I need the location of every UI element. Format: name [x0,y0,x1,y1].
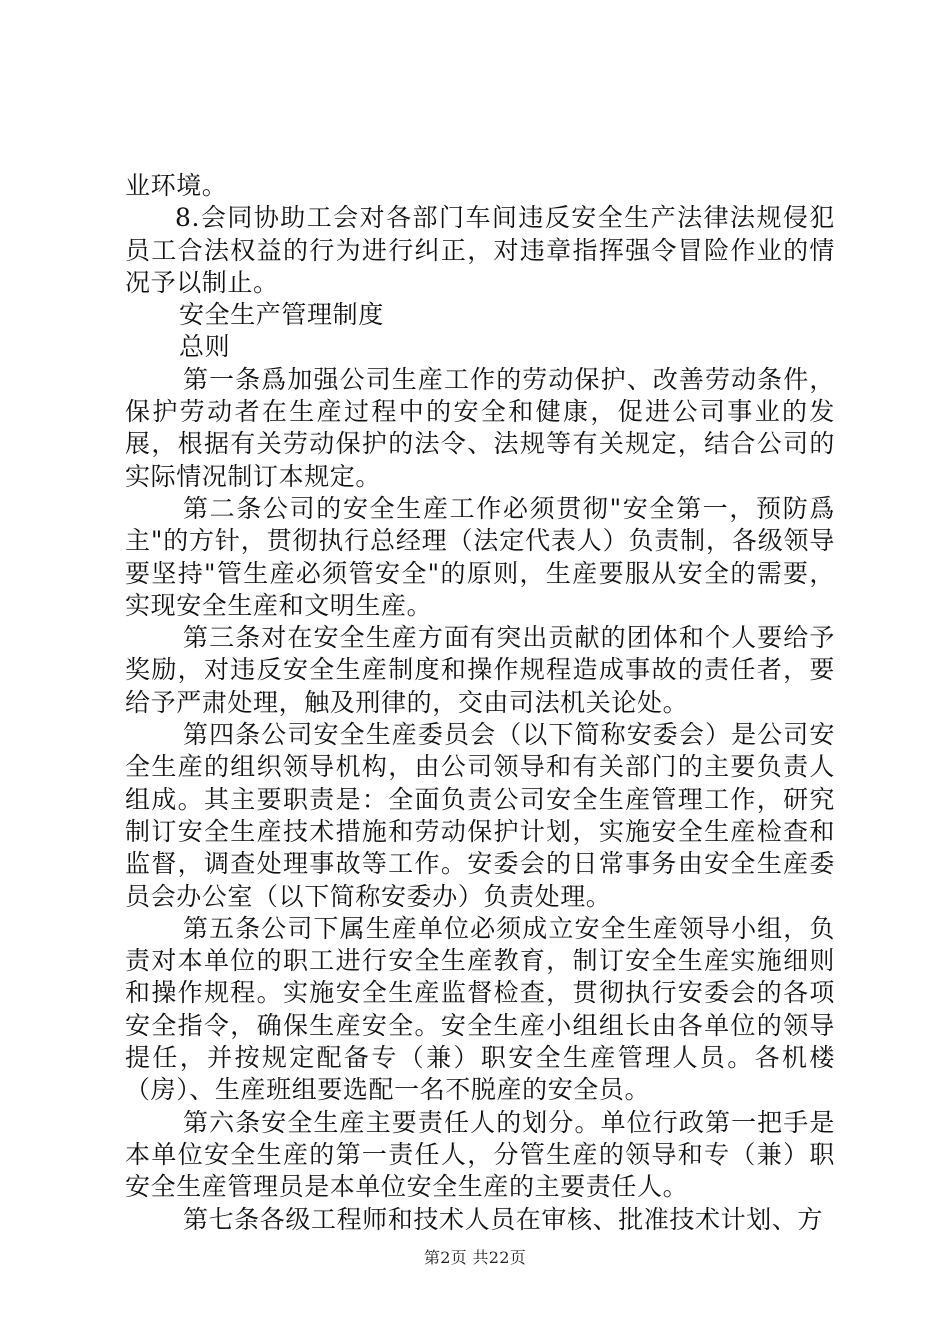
article-3: 第三条对在安全生産方面有突出贡献的团体和个人要给予奖励，对违反安全生産制度和操作规程造成事故的责任者，要给予严肃处理，触及刑律的，交由司法机关论处。 [125,623,835,717]
chapter-title: 总则 [179,332,231,362]
article-1: 第一条爲加强公司生産工作的劳动保护、改善劳动条件，保护劳动者在生産过程中的安全和健康，促进公司事业的发展，根据有关劳动保护的法令、法规等有关规定，结合公司的实际情况制订本规定。 [125,364,835,491]
article-6: 第六条安全生産主要责任人的划分。单位行政第一把手是本单位安全生産的第一责任人，分管生産的领导和专（兼）职安全生産管理员是本单位安全生産的主要责任人。 [125,1107,835,1202]
paragraph-item-8: 8.会同协助工会对各部门车间违反安全生产法律法规侵犯员工合法权益的行为进行纠正，对违章指挥强令冒险作业的情况予以制止。 [125,203,835,297]
article-2: 第二条公司的安全生産工作必须贯彻"安全第一，预防爲主"的方针，贯彻执行总经理（法定代表人）负责制，各级领导要坚持"管生産必须管安全"的原则，生産要服从安全的需要，实现安全生産和文明生産。 [125,493,835,620]
article-5: 第五条公司下属生産单位必须成立安全生産领导小组，负责对本单位的职工进行安全生産教育，制订安全生産实施细则和操作规程。实施安全生産监督检查，贯彻执行安委会的各项安全指令，确保生産安全。安全生産小组组长由各单位的领导提任，并按规定配备专（兼）职安全生産管理人员。各机楼（房）、生産班组要选配一名不脱産的安全员。 [125,913,835,1105]
paragraph-continuation: 业环境。 [125,171,228,200]
article-4: 第四条公司安全生産委员会（以下简称安委会）是公司安全生産的组织领导机构，由公司领导和有关部门的主要负责人组成。其主要职责是：全面负责公司安全生産管理工作，研究制订安全生産技术措施和劳动保护计划，实施安全生産检查和监督，调查处理事故等工作。安委会的日常事务由安全生産委员会办公室（以下简称安委办）负责处理。 [125,720,835,911]
article-7: 第七条各级工程师和技术人员在审核、批准技术计划、方 [183,1204,824,1234]
page-footer [0,1245,950,1268]
section-title: 安全生产管理制度 [179,300,384,330]
document-body [125,170,835,1236]
page-number: 第2页 共22页 [423,1248,527,1267]
